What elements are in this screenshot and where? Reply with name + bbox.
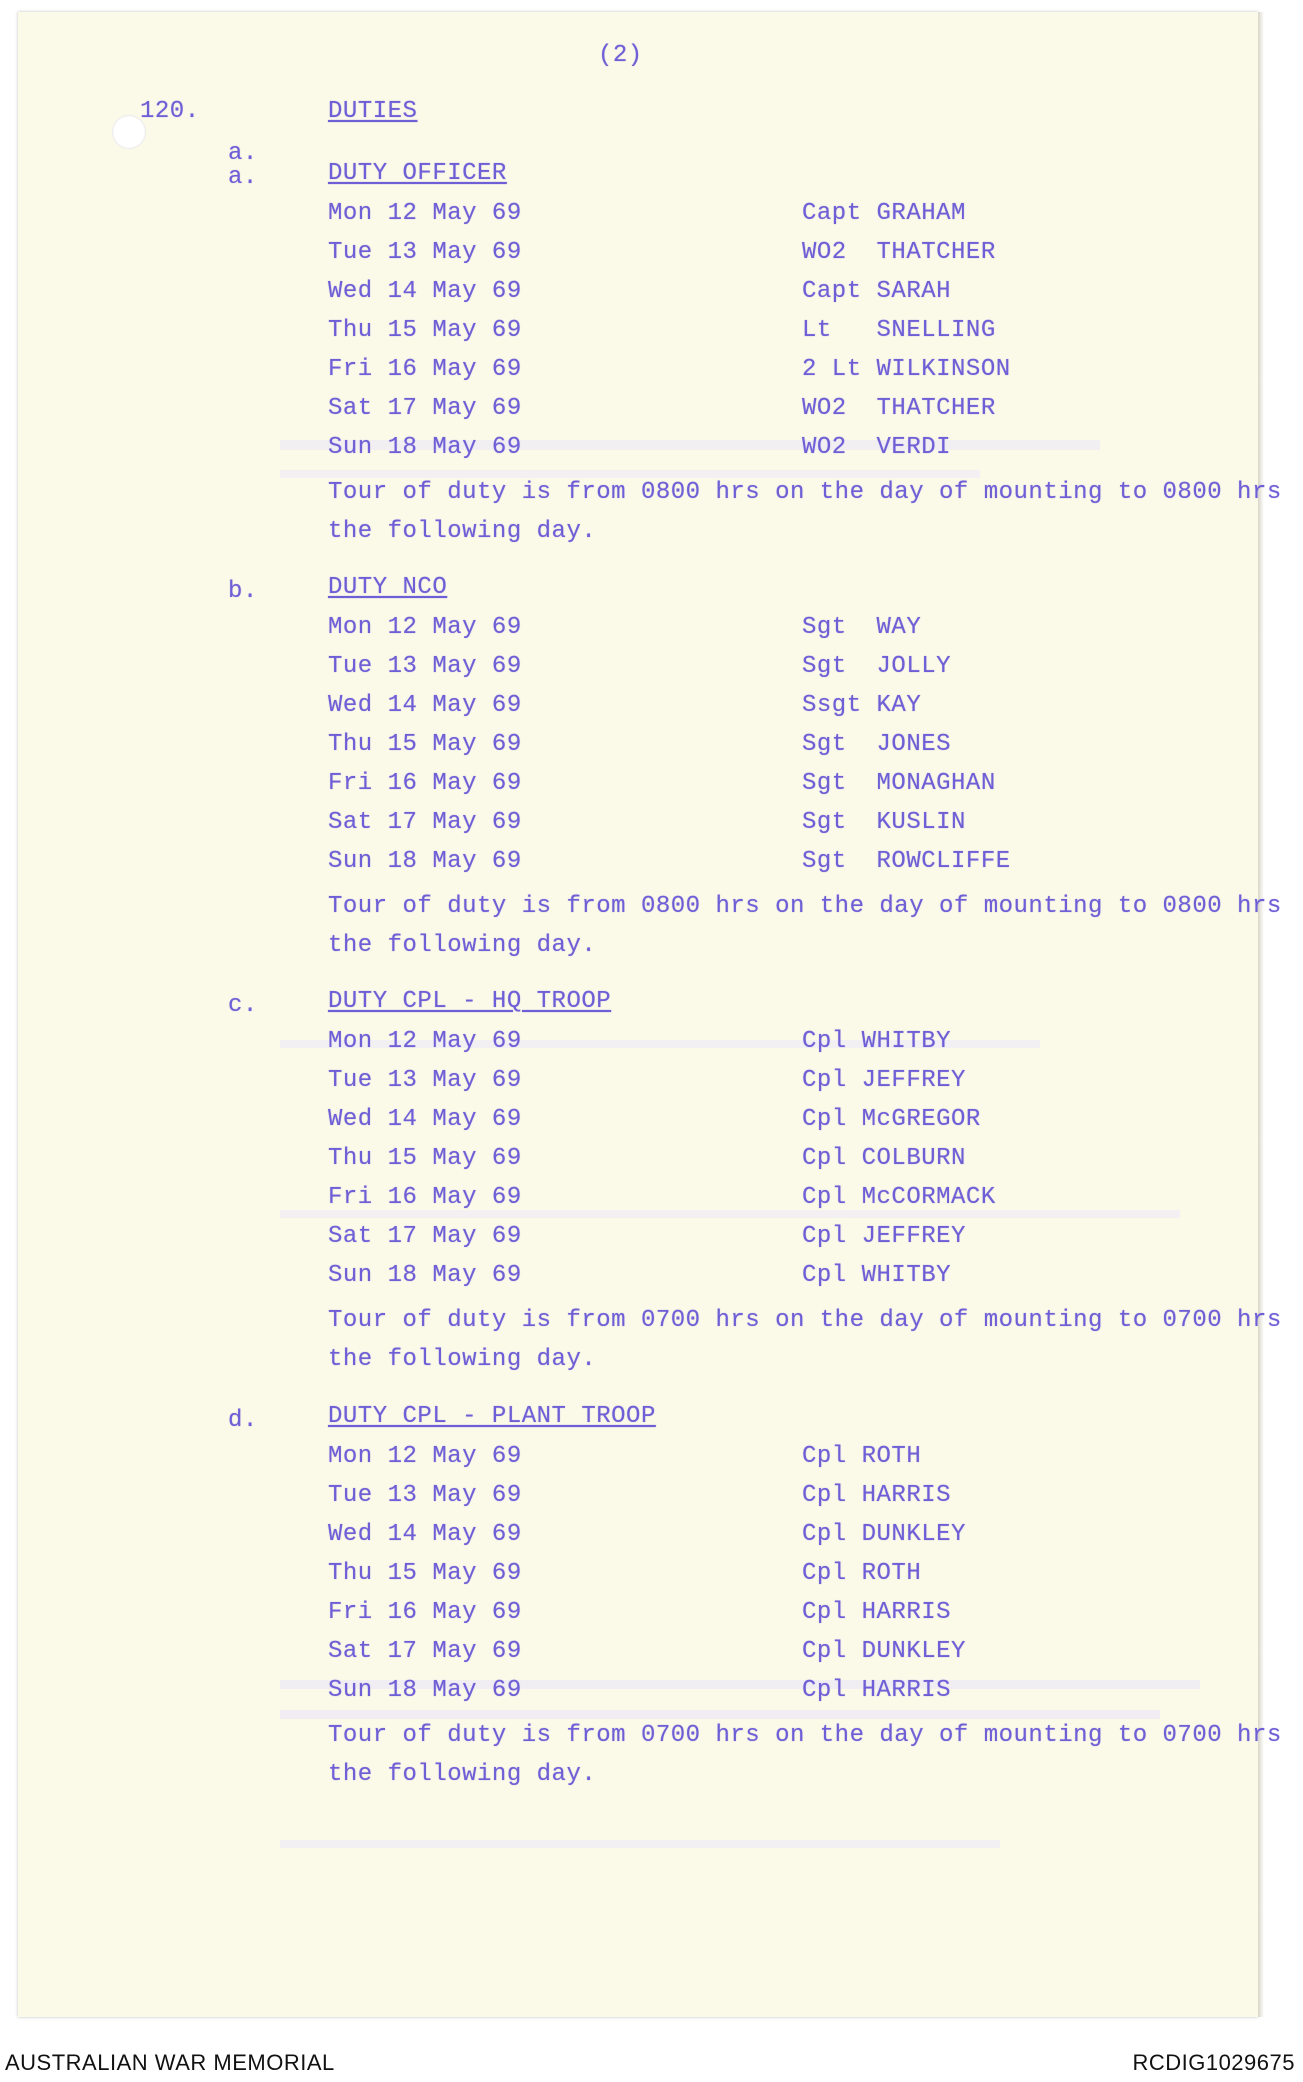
duty-person: WO2 VERDI [802, 434, 952, 461]
duty-person: Ssgt KAY [802, 692, 922, 719]
duty-date: Tue 13 May 69 [328, 1482, 522, 1509]
duty-person: Cpl DUNKLEY [802, 1638, 966, 1665]
duty-date: Sun 18 May 69 [328, 1262, 522, 1289]
duty-date: Sun 18 May 69 [328, 1677, 522, 1704]
duty-person: Sgt WAY [802, 614, 922, 641]
duty-date: Thu 15 May 69 [328, 731, 522, 758]
duty-person: Capt SARAH [802, 278, 952, 305]
stray-letter: a. [228, 140, 258, 167]
duty-date: Fri 16 May 69 [328, 356, 522, 383]
page-edge [1258, 12, 1264, 2017]
paragraph-number: 120. [140, 98, 200, 125]
duty-person: Sgt ROWCLIFFE [802, 848, 1011, 875]
duty-person: Cpl COLBURN [802, 1145, 966, 1172]
duty-date: Thu 15 May 69 [328, 1145, 522, 1172]
duty-person: Cpl McCORMACK [802, 1184, 996, 1211]
duty-person: Cpl DUNKLEY [802, 1521, 966, 1548]
duty-date: Thu 15 May 69 [328, 1560, 522, 1587]
section-letter: c. [228, 992, 258, 1019]
section-title: DUTIES [328, 98, 418, 125]
section-letter: d. [228, 1407, 258, 1434]
duty-date: Sun 18 May 69 [328, 434, 522, 461]
duty-date: Mon 12 May 69 [328, 200, 522, 227]
duty-date: Sun 18 May 69 [328, 848, 522, 875]
footer-archive-name: AUSTRALIAN WAR MEMORIAL [5, 2050, 335, 2075]
tour-of-duty-note: Tour of duty is from 0800 hrs on the day of mounting to 0800 hrs [328, 479, 1282, 506]
duty-date: Fri 16 May 69 [328, 770, 522, 797]
duty-date: Sat 17 May 69 [328, 395, 522, 422]
duty-date: Wed 14 May 69 [328, 692, 522, 719]
duty-person: Cpl JEFFREY [802, 1067, 966, 1094]
duty-person: Lt SNELLING [802, 317, 996, 344]
duty-person: Sgt JOLLY [802, 653, 952, 680]
duty-person: Cpl McGREGOR [802, 1106, 981, 1133]
duty-person: Cpl ROTH [802, 1560, 922, 1587]
tour-of-duty-note-continued: the following day. [328, 1346, 597, 1373]
duty-person: Cpl HARRIS [802, 1482, 952, 1509]
tour-of-duty-note-continued: the following day. [328, 518, 597, 545]
duty-date: Wed 14 May 69 [328, 1521, 522, 1548]
duty-date: Mon 12 May 69 [328, 1028, 522, 1055]
duty-person: Sgt MONAGHAN [802, 770, 996, 797]
duty-date: Wed 14 May 69 [328, 278, 522, 305]
duty-person: Sgt JONES [802, 731, 952, 758]
duty-date: Tue 13 May 69 [328, 239, 522, 266]
duty-person: Cpl WHITBY [802, 1262, 952, 1289]
duty-date: Tue 13 May 69 [328, 653, 522, 680]
section-letter: b. [228, 578, 258, 605]
section-heading: DUTY CPL - HQ TROOP [328, 988, 612, 1015]
duty-date: Sat 17 May 69 [328, 1638, 522, 1665]
duty-person: Cpl HARRIS [802, 1677, 952, 1704]
duty-date: Fri 16 May 69 [328, 1599, 522, 1626]
tour-of-duty-note: Tour of duty is from 0800 hrs on the day of mounting to 0800 hrs [328, 893, 1282, 920]
duty-date: Tue 13 May 69 [328, 1067, 522, 1094]
duty-person: Cpl HARRIS [802, 1599, 952, 1626]
duty-date: Thu 15 May 69 [328, 317, 522, 344]
tour-of-duty-note: Tour of duty is from 0700 hrs on the day of mounting to 0700 hrs [328, 1722, 1282, 1749]
tour-of-duty-note: Tour of duty is from 0700 hrs on the day of mounting to 0700 hrs [328, 1307, 1282, 1334]
footer-document-id: RCDIG1029675 [1132, 2050, 1295, 2075]
duty-date: Mon 12 May 69 [328, 1443, 522, 1470]
duty-date: Sat 17 May 69 [328, 809, 522, 836]
duty-person: Cpl WHITBY [802, 1028, 952, 1055]
duty-person: Sgt KUSLIN [802, 809, 966, 836]
tour-of-duty-note-continued: the following day. [328, 1761, 597, 1788]
duty-date: Fri 16 May 69 [328, 1184, 522, 1211]
section-heading: DUTY CPL - PLANT TROOP [328, 1403, 656, 1430]
page-number: (2) [598, 42, 643, 69]
duty-date: Sat 17 May 69 [328, 1223, 522, 1250]
duty-person: Capt GRAHAM [802, 200, 966, 227]
section-heading: DUTY NCO [328, 574, 448, 601]
duty-date: Wed 14 May 69 [328, 1106, 522, 1133]
tour-of-duty-note-continued: the following day. [328, 932, 597, 959]
duty-person: 2 Lt WILKINSON [802, 356, 1011, 383]
section-letter: a. [228, 164, 258, 191]
section-heading: DUTY OFFICER [328, 160, 507, 187]
duty-person: WO2 THATCHER [802, 395, 996, 422]
duty-date: Mon 12 May 69 [328, 614, 522, 641]
duty-person: WO2 THATCHER [802, 239, 996, 266]
duty-person: Cpl ROTH [802, 1443, 922, 1470]
duty-person: Cpl JEFFREY [802, 1223, 966, 1250]
